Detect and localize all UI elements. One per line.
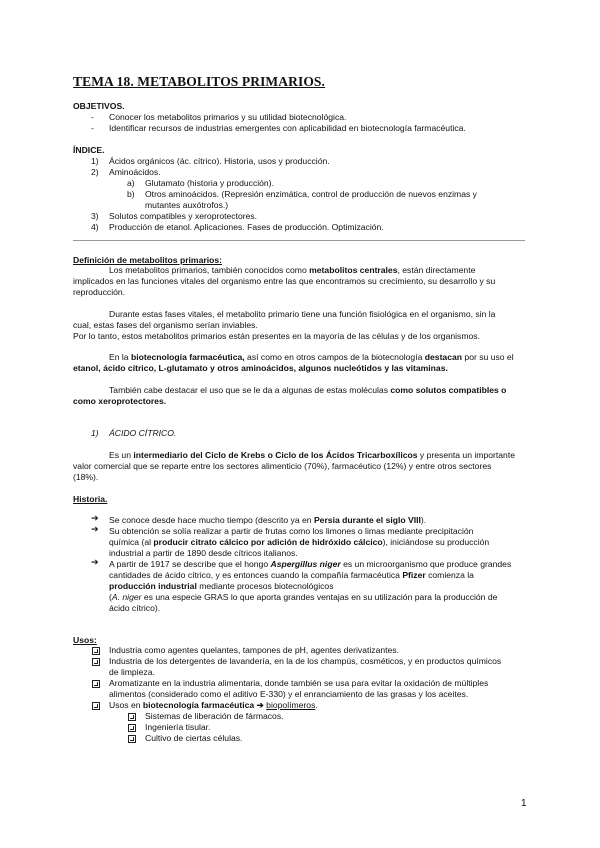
historia-item-3-line2: cantidades de ácido cítrico, y es entonces cuando la compañía farmacéutica Pfizer comienza la [109, 570, 474, 580]
definicion-p4-line2: como xeroprotectores. [73, 396, 167, 406]
usos-item-4: Usos en biotecnología farmacéutica ➔ biopolímeros. [109, 700, 318, 710]
usos-item-3-line1: Aromatizante en la industria alimentaria, donde también se usa para evitar la oxidación de múltiples [109, 678, 489, 688]
checkbox-bullet-icon [92, 658, 100, 666]
checkbox-bullet-icon [92, 647, 100, 655]
usos-subitem: Cultivo de ciertas células. [145, 733, 243, 743]
historia-item-1: Se conoce desde hace mucho tiempo (descrito ya en Persia durante el siglo VIII). [109, 515, 427, 525]
checkbox-bullet-icon [128, 735, 136, 743]
section-divider [73, 240, 525, 241]
indice-item: Producción de etanol. Aplicaciones. Fases de producción. Optimización. [109, 222, 384, 232]
usos-subitem: Ingeniería tisular. [145, 722, 211, 732]
historia-item-3-line4: (A. niger es una especie GRAS lo que aporta grandes ventajas en su utilización para la producción de [109, 592, 498, 602]
indice-item: mutantes auxótrofos.) [145, 200, 229, 210]
definicion-p4-line1: También cabe destacar el uso que se le da a algunas de estas moléculas como solutos compatibles o [109, 385, 507, 395]
page-title: TEMA 18. METABOLITOS PRIMARIOS. [73, 74, 326, 89]
historia-item-3-line5: ácido cítrico). [109, 603, 161, 613]
definicion-p1-line1: Los metabolitos primarios, también conocidos como metabolitos centrales, están directamente [109, 265, 476, 275]
objetivo-item: Identificar recursos de industrias emergentes con aplicabilidad en biotecnología farmacéutica. [109, 123, 466, 133]
indice-item: Solutos compatibles y xeroprotectores. [109, 211, 258, 221]
definicion-p2-line3: Por lo tanto, estos metabolitos primarios están presentes en la mayoría de las células y de los organismos. [73, 331, 480, 341]
definicion-p2-line2: cual, estas fases del organismo serían inviables. [73, 320, 258, 330]
dash-bullet: - [91, 123, 94, 133]
checkbox-bullet-icon [128, 724, 136, 732]
acido-num: 1) [91, 428, 99, 438]
checkbox-bullet-icon [92, 702, 100, 710]
usos-item-2-line2: de limpieza. [109, 667, 155, 677]
acido-line1: Es un intermediario del Ciclo de Krebs o Ciclo de los Ácidos Tricarboxílicos y presenta un importante [109, 450, 515, 460]
historia-item-3-line1: A partir de 1917 se describe que el hongo Aspergillus niger es un microorganismo que produce grandes [109, 559, 512, 569]
arrow-bullet-icon: ➔ [91, 514, 99, 524]
indice-num: 3) [91, 211, 99, 221]
historia-item-2-line3: industrial a partir de 1890 desde cítricos italianos. [109, 548, 298, 558]
acido-line2: valor comercial que se reparte entre los sectores alimenticio (70%), farmacéutico (12%) y entre otros sectores [73, 461, 492, 471]
historia-item-2-line2: química (al producir citrato cálcico por adición de hidróxido cálcico), iniciándose su producción [109, 537, 490, 547]
indice-item: Glutamato (historia y producción). [145, 178, 274, 188]
indice-item: Otros aminoácidos. (Represión enzimática, control de producción de nuevos enzimas y [145, 189, 477, 199]
indice-item: Ácidos orgánicos (ác. cítrico). Historia, usos y producción. [109, 156, 330, 166]
usos-item-2-line1: Industria de los detergentes de lavandería, en la de los champús, cosméticos, y en productos químicos [109, 656, 502, 666]
indice-num: 1) [91, 156, 99, 166]
usos-item-3-line2: alimentos (considerado como el aditivo E-330) y el enranciamiento de las grasas y los aceites. [109, 689, 469, 699]
checkbox-bullet-icon [92, 680, 100, 688]
historia-item-2-line1: Su obtención se solía realizar a partir de frutas como los limones o limas mediante precipitación [109, 526, 474, 536]
objetivo-item: Conocer los metabolitos primarios y su utilidad biotecnológica. [109, 112, 347, 122]
dash-bullet: - [91, 112, 94, 122]
arrow-bullet-icon: ➔ [91, 558, 99, 568]
definicion-p3-line1: En la biotecnología farmacéutica, así como en otros campos de la biotecnología destacan por su uso el [109, 352, 514, 362]
page-number: 1 [521, 798, 527, 809]
acido-line3: (18%). [73, 472, 99, 482]
definicion-p1-line2: implicados en las funciones vitales del organismo entre las que encontramos su crecimiento, su desarrollo y su [73, 276, 496, 286]
historia-heading: Historia. [73, 494, 108, 504]
indice-num: b) [127, 189, 135, 199]
arrow-bullet-icon: ➔ [91, 525, 99, 535]
historia-item-3-line3: producción industrial mediante procesos biotecnológicos [109, 581, 334, 591]
indice-item: Aminoácidos. [109, 167, 161, 177]
definicion-p1-line3: reproducción. [73, 287, 126, 297]
indice-num: 4) [91, 222, 99, 232]
indice-heading: ÍNDICE. [73, 145, 105, 155]
definicion-p3-line2: etanol, ácido cítrico, L-glutamato y otros aminoácidos, algunos nucleótidos y las vitaminas. [73, 363, 448, 373]
indice-num: 2) [91, 167, 99, 177]
definicion-heading: Definición de metabolitos primarios: [73, 255, 222, 265]
usos-subitem: Sistemas de liberación de fármacos. [145, 711, 284, 721]
objetivos-heading: OBJETIVOS. [73, 101, 125, 111]
indice-num: a) [127, 178, 135, 188]
acido-heading: ÁCIDO CÍTRICO. [109, 428, 177, 438]
checkbox-bullet-icon [128, 713, 136, 721]
definicion-p2-line1: Durante estas fases vitales, el metabolito primario tiene una función fisiológica en el organismo, sin la [109, 309, 496, 319]
usos-heading: Usos: [73, 635, 97, 645]
usos-item-1: Industria como agentes quelantes, tampones de pH, agentes derivatizantes. [109, 645, 399, 655]
